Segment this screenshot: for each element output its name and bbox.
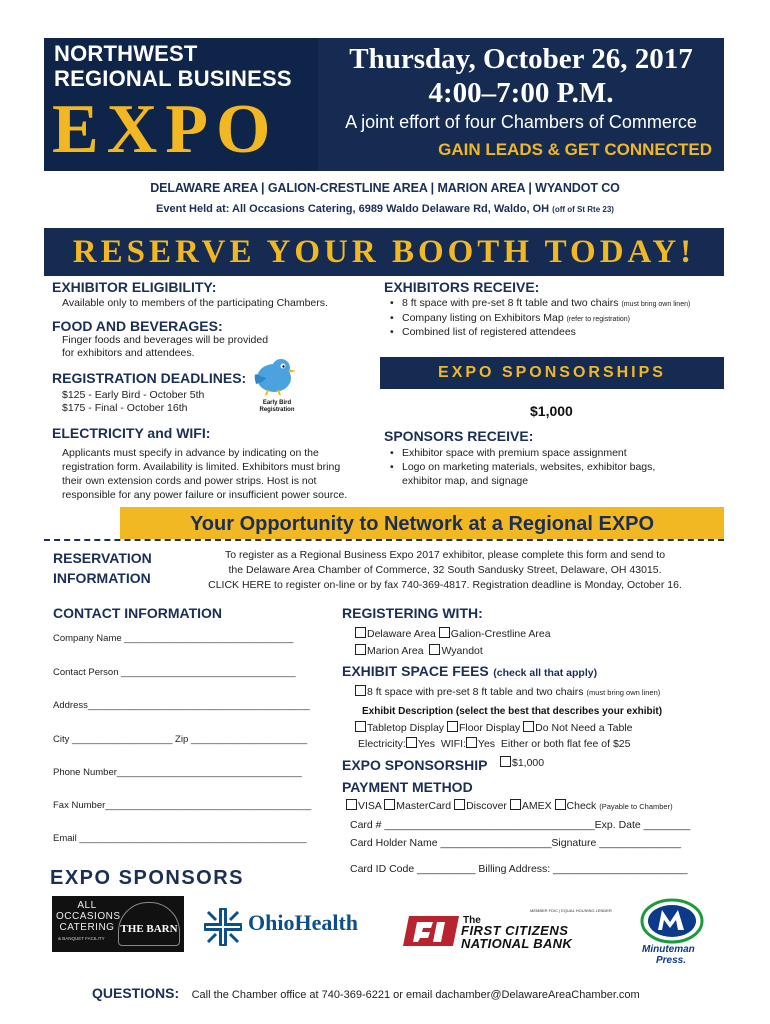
minuteman-mark-icon bbox=[640, 898, 704, 944]
barn-logo: THE BARN bbox=[118, 902, 180, 946]
receive-title: EXHIBITORS RECEIVE: bbox=[384, 279, 540, 295]
space-fee-row: 8 ft space with pre-set 8 ft table and two chairs (must bring own linen) bbox=[355, 685, 660, 698]
reservation-text bbox=[170, 548, 720, 593]
card-holder-field[interactable]: Card Holder Name ___________________Signature ______________ bbox=[350, 837, 682, 849]
first-citizens-mark-icon bbox=[403, 914, 459, 948]
ohiohealth-mark-icon bbox=[202, 906, 244, 948]
electricity-title: ELECTRICITY and WIFI: bbox=[52, 425, 211, 441]
reservation-title bbox=[53, 548, 152, 588]
sponsorship-option: $1,000 bbox=[500, 756, 544, 769]
electricity-line-4: responsible for any power failure or insufficient power source. bbox=[62, 489, 348, 501]
minuteman-press: Press. bbox=[656, 955, 687, 966]
sponsor-item-continued: exhibitor map, and signage bbox=[402, 475, 529, 487]
questions-label: QUESTIONS: bbox=[92, 985, 180, 1001]
sponsorship-price: $1,000 bbox=[530, 403, 573, 419]
galion-checkbox[interactable] bbox=[439, 627, 450, 638]
minuteman-name: Minuteman bbox=[642, 944, 695, 955]
check-checkbox[interactable] bbox=[555, 799, 566, 810]
event-location bbox=[0, 203, 770, 215]
electricity-line-1: Applicants must specify in advance by indicating on the bbox=[62, 447, 319, 459]
bird-icon bbox=[250, 354, 298, 396]
electricity-line-3: their own extension cords and power strips. Host is not bbox=[62, 475, 317, 487]
header-expo: EXPO bbox=[52, 91, 279, 168]
sponsorship-checkbox[interactable] bbox=[500, 756, 511, 767]
reservation-text-1: To register as a Regional Business Expo 2017 exhibitor, please complete this form and send to bbox=[224, 549, 666, 561]
event-location-note: (off of St Rte 23) bbox=[552, 205, 614, 214]
questions-text: Call the Chamber office at 740-369-6221 or email dachamber@DelawareAreaChamber.com bbox=[191, 989, 640, 1001]
exhibit-desc-title: Exhibit Description (select the best that describes your exhibit) bbox=[362, 706, 663, 717]
deadline-final: $175 - Final - October 16th bbox=[62, 402, 188, 414]
floor-checkbox[interactable] bbox=[447, 721, 458, 732]
payment-options: VISA MasterCard Discover AMEX Check (Payable to Chamber) bbox=[346, 799, 673, 812]
event-time: 4:00–7:00 P.M. bbox=[428, 77, 614, 109]
food-text-1: Finger foods and beverages will be provided bbox=[62, 334, 269, 346]
company-name-field[interactable]: Company Name ________________________________ bbox=[53, 633, 294, 644]
fcnb-the: The bbox=[463, 915, 481, 926]
allocc-small: & BANQUET FACILITY bbox=[58, 936, 105, 941]
contact-person-field[interactable]: Contact Person _________________________________ bbox=[53, 667, 296, 678]
reserve-banner: RESERVE YOUR BOOTH TODAY! bbox=[44, 228, 724, 276]
allocc-name: ALL OCCASIONS CATERING bbox=[56, 900, 121, 933]
earlybird-label bbox=[258, 400, 296, 414]
city-zip-field[interactable]: City ___________________ Zip ______________________ bbox=[53, 734, 308, 745]
mastercard-checkbox[interactable] bbox=[384, 799, 395, 810]
electricity-checkbox[interactable] bbox=[406, 737, 417, 748]
network-banner: Your Opportunity to Network at a Regional EXPO bbox=[120, 507, 724, 539]
deadlines-title: REGISTRATION DEADLINES: bbox=[52, 370, 247, 386]
header-line1: NORTHWEST bbox=[54, 41, 198, 66]
header-joint-effort: A joint effort of four Chambers of Commerce bbox=[345, 112, 697, 132]
deadline-early: $125 - Early Bird - October 5th bbox=[62, 389, 205, 401]
fcnb-line2: NATIONAL BANK bbox=[461, 936, 573, 951]
header-tagline: GAIN LEADS & GET CONNECTED bbox=[438, 140, 712, 159]
list-item: • Exhibitor space with premium space assignment bbox=[388, 447, 728, 461]
electricity-line-2: registration form. Availability is limited. Exhibitors must bring bbox=[62, 461, 341, 473]
exhibit-type-row: Tabletop Display Floor Display Do Not Need a Table bbox=[355, 721, 632, 734]
sponsorships-banner: EXPO SPONSORSHIPS bbox=[380, 357, 724, 389]
wyandot-checkbox[interactable] bbox=[429, 644, 440, 655]
sponsors-title: EXPO SPONSORS bbox=[50, 867, 244, 889]
questions-footer bbox=[92, 985, 640, 1003]
event-location-text: Event Held at: All Occasions Catering, 6989 Waldo Delaware Rd, Waldo, OH bbox=[156, 203, 550, 215]
sponsor-receive-list bbox=[388, 447, 728, 474]
email-field[interactable]: Email ___________________________________________ bbox=[53, 833, 307, 844]
earlybird-label-1: Early Bird bbox=[262, 400, 292, 406]
ohiohealth-logo: OhioHealth bbox=[248, 910, 359, 935]
header-line2: REGIONAL BUSINESS bbox=[54, 66, 292, 91]
payment-title: PAYMENT METHOD bbox=[342, 779, 473, 795]
header-title-block bbox=[44, 38, 318, 171]
marion-checkbox[interactable] bbox=[355, 644, 366, 655]
registering-title: REGISTERING WITH: bbox=[342, 605, 483, 621]
card-id-field[interactable]: Card ID Code __________ Billing Address: _______________________ bbox=[350, 863, 688, 875]
event-date: Thursday, October 26, 2017 bbox=[349, 43, 693, 75]
registering-row-2: Marion Area Wyandot bbox=[355, 644, 483, 657]
address-field[interactable]: Address__________________________________________ bbox=[53, 700, 310, 711]
reservation-text-3[interactable]: CLICK HERE to register on-line or by fax 740-369-4817. Registration deadline is Monday, October 16. bbox=[208, 579, 682, 591]
receive-list bbox=[388, 297, 728, 340]
list-item: • Combined list of registered attendees bbox=[388, 326, 728, 340]
food-text-2: for exhibitors and attendees. bbox=[62, 347, 195, 359]
sponsorship-form-title: EXPO SPONSORSHIP bbox=[342, 757, 488, 773]
tabletop-checkbox[interactable] bbox=[355, 721, 366, 732]
eligibility-text: Available only to members of the participating Chambers. bbox=[62, 297, 328, 309]
reservation-title-2: INFORMATION bbox=[53, 570, 151, 586]
reservation-text-2: the Delaware Area Chamber of Commerce, 32 South Sandusky Street, Delaware, OH 43015. bbox=[228, 564, 662, 576]
fees-title: EXHIBIT SPACE FEES (check all that apply) bbox=[342, 663, 598, 679]
wifi-checkbox[interactable] bbox=[466, 737, 477, 748]
fax-field[interactable]: Fax Number_______________________________________ bbox=[53, 800, 312, 811]
fcnb-line1: FIRST CITIZENS bbox=[461, 923, 569, 938]
delaware-checkbox[interactable] bbox=[355, 627, 366, 638]
utilities-row: Electricity: Yes WIFI: Yes Either or both flat fee of $25 bbox=[358, 738, 631, 750]
list-item: • 8 ft space with pre-set 8 ft table and two chairs (must bring own linen) bbox=[388, 297, 728, 312]
amex-checkbox[interactable] bbox=[510, 799, 521, 810]
sponsors-receive-title: SPONSORS RECEIVE: bbox=[384, 428, 534, 444]
earlybird-label-2: Registration bbox=[259, 407, 295, 413]
list-item: • Logo on marketing materials, websites, exhibitor bags, bbox=[388, 461, 728, 475]
header-banner bbox=[44, 38, 724, 171]
fcnb-member-note: MEMBER FDIC | EQUAL HOUSING LENDER bbox=[530, 908, 612, 913]
eligibility-title: EXHIBITOR ELIGIBILITY: bbox=[52, 279, 217, 295]
reservation-title-1: RESERVATION bbox=[53, 550, 152, 566]
card-number-field[interactable]: Card # ____________________________________Exp. Date ________ bbox=[350, 819, 691, 831]
event-date-block bbox=[318, 42, 724, 110]
space-checkbox[interactable] bbox=[355, 685, 366, 696]
list-item: • Company listing on Exhibitors Map (refer to registration) bbox=[388, 312, 728, 327]
cut-line bbox=[44, 539, 724, 541]
food-title: FOOD AND BEVERAGES: bbox=[52, 318, 223, 334]
phone-field[interactable]: Phone Number___________________________________ bbox=[53, 767, 302, 778]
no-table-checkbox[interactable] bbox=[523, 721, 534, 732]
contact-title: CONTACT INFORMATION bbox=[53, 605, 223, 621]
chambers-list: DELAWARE AREA | GALION-CRESTLINE AREA | MARION AREA | WYANDOT CO bbox=[150, 181, 620, 195]
discover-checkbox[interactable] bbox=[454, 799, 465, 810]
all-occasions-logo bbox=[52, 896, 184, 952]
visa-checkbox[interactable] bbox=[346, 799, 357, 810]
registering-row-1: Delaware Area Galion-Crestline Area bbox=[355, 627, 551, 640]
